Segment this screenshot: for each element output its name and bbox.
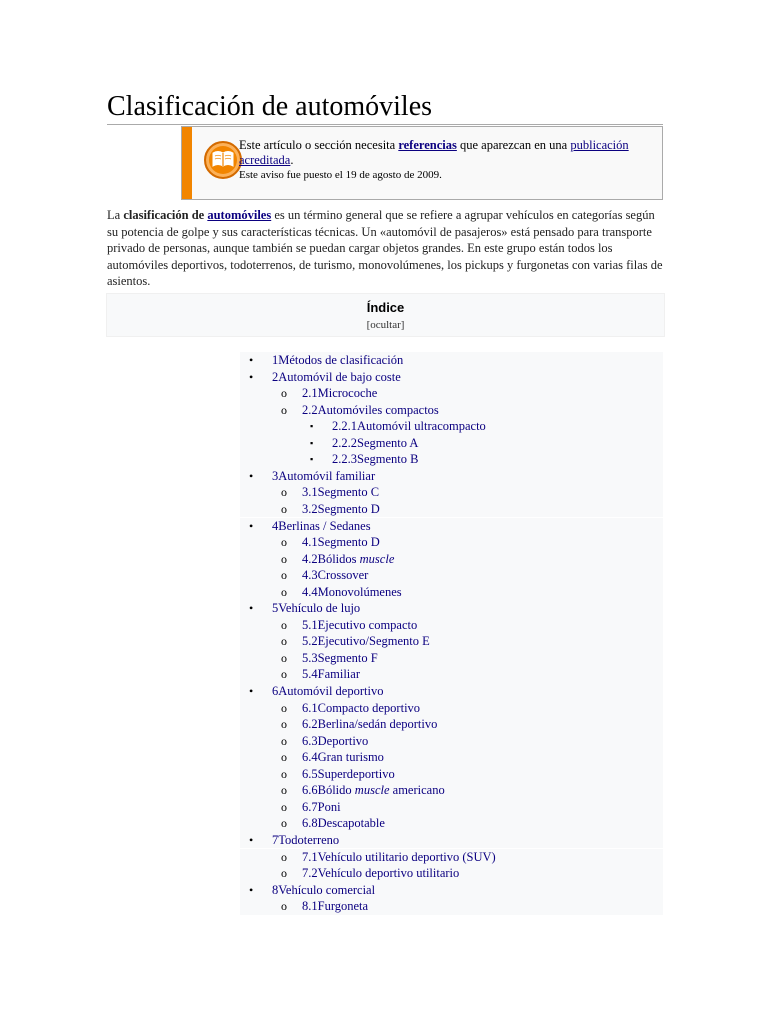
toc-bullet: • — [249, 468, 254, 483]
toc-label: Automóvil familiar — [278, 468, 376, 483]
toc-bullet: o — [281, 402, 287, 417]
toc-number: 5.2 — [302, 634, 318, 649]
toc-bullet: o — [281, 766, 287, 781]
toc-bullet: o — [281, 799, 287, 814]
toc-item[interactable] — [240, 551, 663, 568]
toc-bullet: • — [249, 684, 254, 698]
toc-link[interactable] — [302, 484, 379, 501]
toc-label: Segmento A — [357, 435, 419, 450]
automoviles-link[interactable]: automóviles — [207, 208, 272, 222]
notice-line-1: Este artículo o sección necesita referencias que aparezcan en una publicación acreditada. — [239, 138, 629, 167]
toc-bullet: o — [281, 783, 287, 798]
toc-item[interactable] — [240, 435, 663, 452]
toc-item[interactable] — [240, 898, 663, 915]
toc-bullet: ▪ — [310, 421, 314, 432]
toc-link[interactable] — [302, 865, 459, 882]
toc-link[interactable] — [302, 534, 380, 551]
toc-link[interactable] — [302, 782, 445, 799]
toc-bullet: o — [281, 485, 287, 500]
toc-number: 6.3 — [302, 733, 318, 748]
toc-item[interactable] — [240, 567, 663, 584]
toc-number: 3 — [272, 468, 279, 483]
toc-label-italic: muscle — [359, 551, 395, 566]
toc-bullet: o — [281, 650, 287, 665]
toc-item[interactable] — [240, 849, 663, 866]
toc-link[interactable] — [302, 766, 395, 783]
toc-link[interactable] — [302, 799, 341, 816]
toc-number: 8 — [272, 882, 279, 897]
toc-link[interactable] — [332, 435, 418, 452]
toc-item[interactable] — [240, 600, 663, 617]
toc-label: Automóvil de bajo coste — [278, 369, 401, 384]
toc-number: 3.1 — [302, 485, 318, 500]
toc-number: 2 — [272, 369, 279, 384]
toc-bullet: o — [281, 386, 287, 401]
toc-item[interactable] — [240, 683, 663, 700]
toc-label: Segmento B — [357, 452, 419, 467]
toc-bullet: ▪ — [310, 437, 314, 448]
toc-link[interactable] — [302, 666, 360, 683]
toc-label: Microcoche — [317, 386, 378, 401]
toc-item[interactable] — [240, 617, 663, 634]
toc-number: 3.2 — [302, 501, 318, 516]
toc-label: Familiar — [317, 667, 360, 682]
toc-link[interactable] — [332, 451, 418, 468]
toc-label: Segmento C — [317, 485, 380, 500]
toc-bullet: • — [249, 832, 254, 847]
referencias-link[interactable]: referencias — [398, 138, 457, 152]
toc-link[interactable] — [302, 551, 394, 568]
toc-number: 5 — [272, 601, 279, 616]
toc-number: 5.3 — [302, 650, 318, 665]
toc-bullet: • — [249, 518, 254, 533]
toc-bullet: • — [249, 882, 254, 897]
toc-item[interactable] — [240, 700, 663, 717]
toc-item[interactable] — [240, 402, 663, 419]
toc-bullet: o — [281, 733, 287, 748]
toc-number: 6.2 — [302, 717, 318, 732]
toc-link[interactable] — [272, 600, 360, 617]
toc-label: Bólido — [317, 783, 355, 798]
toc-item[interactable] — [240, 352, 663, 369]
toc-number: 4.4 — [302, 584, 318, 599]
toc-bullet: o — [281, 551, 287, 566]
toc-item[interactable] — [240, 650, 663, 667]
toc-link[interactable] — [302, 849, 496, 866]
toc-item[interactable] — [240, 716, 663, 733]
toc-link[interactable] — [302, 633, 430, 650]
toc-link[interactable] — [272, 369, 401, 386]
toc-label: Poni — [317, 799, 341, 814]
publicacion-acreditada-link[interactable]: publicación acreditada — [239, 138, 629, 167]
toc-label: Vehículo de lujo — [278, 601, 361, 616]
toc-item[interactable] — [240, 584, 663, 601]
toc-link[interactable] — [302, 650, 378, 667]
toc-number: 6.8 — [302, 816, 318, 831]
toc-link[interactable] — [272, 683, 383, 700]
toc-label: Vehículo utilitario deportivo (SUV) — [317, 849, 496, 864]
toc-number: 5.4 — [302, 667, 318, 682]
toc-link[interactable] — [302, 898, 368, 915]
toc-number: 7.1 — [302, 849, 318, 864]
toc-label: Vehículo comercial — [278, 882, 376, 897]
toc-item[interactable] — [240, 749, 663, 766]
toc-item[interactable] — [240, 865, 663, 882]
title-divider — [107, 124, 663, 125]
toc-link[interactable] — [302, 501, 380, 518]
notice-text — [239, 138, 654, 182]
toc-label: Ejecutivo compacto — [317, 617, 418, 632]
toc-label: Compacto deportivo — [317, 700, 421, 715]
toc-bullet: ▪ — [310, 454, 314, 465]
toc-bullet: o — [281, 899, 287, 914]
toc-number: 4.2 — [302, 551, 318, 566]
toc-item[interactable] — [240, 534, 663, 551]
toc-label: Segmento D — [317, 501, 380, 516]
page-title: Clasificación de automóviles — [107, 91, 433, 122]
toc-label-suffix: americano — [389, 783, 445, 798]
intro-paragraph: La clasificación de automóviles es un término general que se refiere a agrupar vehículos en categorías según su potencia de golpe y sus características técnicas. Un «automóvil de pasajeros» está pensado para transporte privado de personas, aunque también se puedan cargar objetos grandes. En este grupo están todos los automóviles deportivos, todoterrenos, de turismo, monovolúmenes, los pickups y furgonetas con varias filas de asientos. — [107, 208, 663, 288]
toc-label: Superdeportivo — [317, 766, 395, 781]
toc-label: Ejecutivo/Segmento E — [317, 634, 430, 649]
toc-bullet: o — [281, 501, 287, 516]
toc-item[interactable] — [240, 832, 663, 849]
toc-bullet: o — [281, 866, 287, 881]
toc-number: 4.1 — [302, 535, 318, 550]
toc-bullet: • — [249, 601, 254, 616]
toc-bullet: o — [281, 584, 287, 599]
toc-item[interactable] — [240, 369, 663, 386]
toc-number: 2.2.2 — [332, 435, 357, 450]
toc-link[interactable] — [272, 882, 375, 899]
toc-link[interactable] — [272, 518, 371, 535]
toc-item[interactable] — [240, 766, 663, 783]
toc-label: Segmento D — [317, 535, 380, 550]
toc-label: Todoterreno — [278, 832, 340, 847]
toc-bullet: • — [249, 353, 254, 367]
toc-link[interactable] — [302, 700, 420, 717]
toc-item[interactable] — [240, 882, 663, 899]
toc-item[interactable] — [240, 385, 663, 402]
toc-link[interactable] — [302, 749, 384, 766]
toc-item[interactable] — [240, 484, 663, 501]
toc-number: 6.1 — [302, 700, 318, 715]
toc-bullet: o — [281, 750, 287, 765]
notice-date: Este aviso fue puesto el 19 de agosto de 2009. — [239, 169, 442, 181]
toc-number: 5.1 — [302, 617, 318, 632]
toc-number: 4 — [272, 518, 279, 533]
toc-number: 1 — [272, 353, 279, 367]
toc-label: Métodos de clasificación — [278, 353, 404, 367]
toc-bullet: o — [281, 700, 287, 715]
toc-label: Crossover — [317, 568, 369, 583]
toc-link[interactable] — [332, 418, 486, 435]
toc-number: 6 — [272, 684, 279, 698]
toc-number: 8.1 — [302, 899, 318, 914]
toc-number: 6.6 — [302, 783, 318, 798]
toc-toggle-button[interactable]: [ocultar] — [366, 319, 405, 331]
toc-bullet: o — [281, 816, 287, 831]
toc-link[interactable] — [302, 716, 437, 733]
toc-label: Deportivo — [317, 733, 369, 748]
toc-link[interactable] — [272, 352, 403, 369]
toc-label-italic: muscle — [354, 783, 390, 798]
toc-number: 2.2 — [302, 402, 318, 417]
toc-item[interactable] — [240, 782, 663, 799]
toc-link[interactable] — [302, 402, 439, 419]
toc-number: 7 — [272, 832, 279, 847]
toc-bullet: o — [281, 535, 287, 550]
references-notice — [181, 126, 663, 200]
toc-link[interactable] — [302, 567, 368, 584]
toc-item[interactable] — [240, 501, 663, 518]
notice-accent-bar — [182, 127, 192, 199]
toc-bullet: o — [281, 634, 287, 649]
toc-label: Furgoneta — [317, 899, 369, 914]
toc-item[interactable] — [240, 518, 663, 535]
toc-link[interactable] — [302, 584, 402, 601]
toc-number: 2.1 — [302, 386, 318, 401]
toc-label: Segmento F — [317, 650, 378, 665]
toc-link[interactable] — [302, 815, 385, 832]
toc-number: 6.4 — [302, 750, 318, 765]
toc-number: 6.7 — [302, 799, 318, 814]
toc-header — [106, 293, 665, 337]
toc-label: Automóviles compactos — [317, 402, 439, 417]
toc-label: Gran turismo — [317, 750, 384, 765]
toc-bullet: o — [281, 717, 287, 732]
toc-number: 2.2.1 — [332, 419, 357, 434]
toc-label: Automóvil deportivo — [278, 684, 384, 698]
toc-bullet: o — [281, 568, 287, 583]
toc-bullet: o — [281, 667, 287, 682]
toc-link[interactable] — [272, 468, 375, 485]
toc-item[interactable] — [240, 666, 663, 683]
book-icon — [204, 141, 242, 179]
toc-label: Berlinas / Sedanes — [278, 518, 371, 533]
toc-label: Automóvil ultracompacto — [357, 419, 486, 434]
toc-link[interactable] — [302, 617, 417, 634]
toc-label: Vehículo deportivo utilitario — [317, 866, 460, 881]
toc-number: 6.5 — [302, 766, 318, 781]
toc-label: Berlina/sedán deportivo — [317, 717, 438, 732]
toc-bullet: o — [281, 849, 287, 864]
toc-title: Índice — [366, 300, 405, 315]
toc-bullet: o — [281, 617, 287, 632]
toc-number: 7.2 — [302, 866, 318, 881]
toc-item[interactable] — [240, 468, 663, 485]
toc-link[interactable] — [272, 832, 339, 849]
toc-item[interactable] — [240, 451, 663, 468]
toc-label: Bólidos — [317, 551, 360, 566]
toc-item[interactable] — [240, 633, 663, 650]
toc-label: Monovolúmenes — [317, 584, 402, 599]
toc-item[interactable] — [240, 733, 663, 750]
toc-number: 2.2.3 — [332, 452, 357, 467]
toc-number: 4.3 — [302, 568, 318, 583]
toc-link[interactable] — [302, 385, 377, 402]
toc-item[interactable] — [240, 418, 663, 435]
toc-item[interactable] — [240, 799, 663, 816]
toc-item[interactable] — [240, 815, 663, 832]
toc-link[interactable] — [302, 733, 368, 750]
toc-bullet: • — [249, 369, 254, 384]
toc-label: Descapotable — [317, 816, 385, 831]
